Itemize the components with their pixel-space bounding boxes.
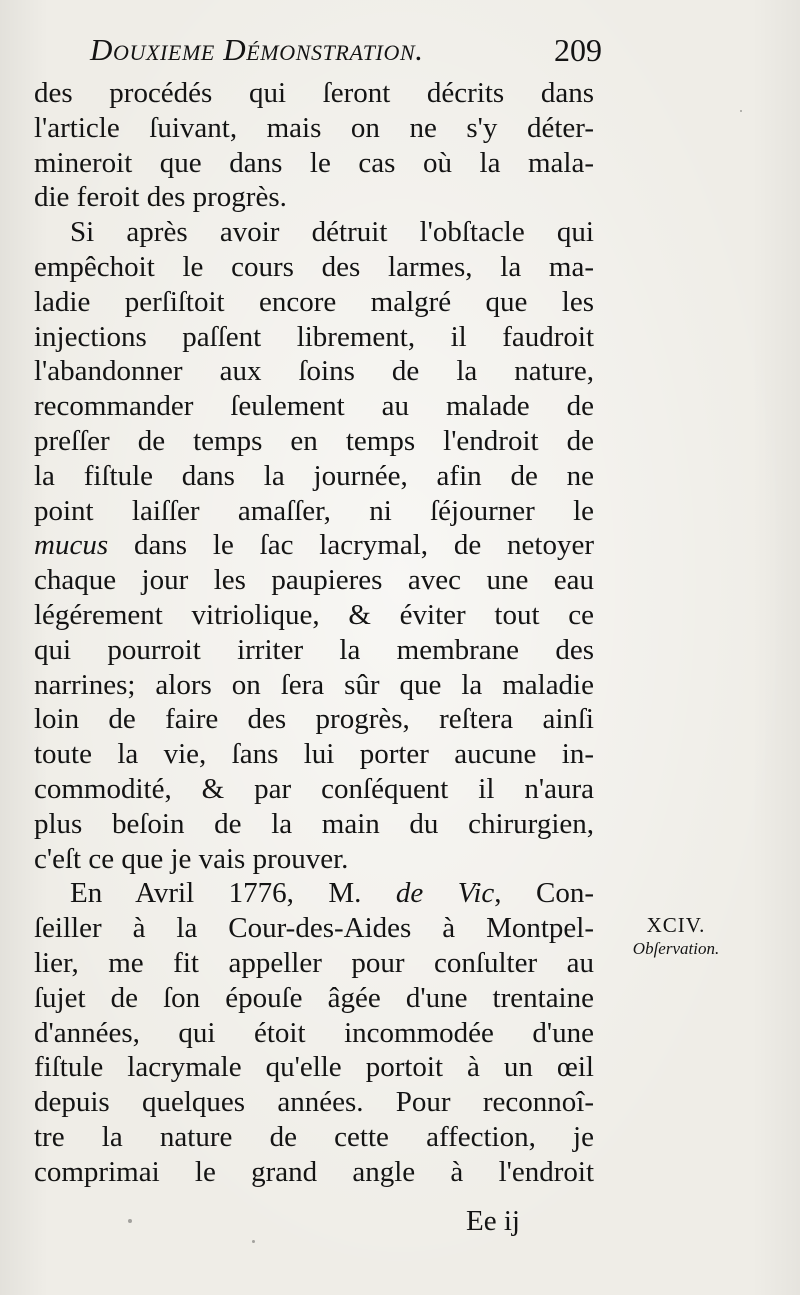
text-line: empêchoit le cours des larmes, la ma-: [34, 250, 594, 283]
text-line: mucus dans le ſac lacrymal, de netoyer: [34, 529, 594, 562]
text-line: qui pourroit irriter la membrane des: [34, 633, 594, 666]
page-header: [62, 28, 602, 72]
text-line: fiſtule lacrymale qu'elle portoit à un œil: [34, 1051, 594, 1084]
text-line: toute la vie, ſans lui porter aucune in-: [34, 738, 594, 771]
text-line: Si après avoir détruit l'obſtacle qui: [70, 216, 594, 249]
text-line: loin de faire des progrès, reſtera ainſi: [34, 703, 594, 736]
signature-mark: Ee ij: [466, 1205, 520, 1237]
running-head: Douxieme Démonstration.: [90, 32, 424, 67]
text-line: l'abandonner aux ſoins de la nature,: [34, 355, 594, 388]
text-line: lier, me fit appeller pour conſulter au: [34, 946, 594, 979]
margin-note: [606, 912, 746, 960]
observation-number: XCIV.: [646, 913, 706, 937]
text-line: die feroit des progrès.: [34, 181, 287, 214]
text-line: comprimai le grand angle à l'endroit: [34, 1155, 594, 1188]
text-line: ſujet de ſon épouſe âgée d'une trentaine: [34, 981, 594, 1014]
observation-label: Obſervation.: [632, 939, 720, 958]
text-line: narrines; alors on ſera sûr que la maladie: [34, 668, 594, 701]
text-line: point laiſſer amaſſer, ni ſéjourner le: [34, 494, 594, 527]
ink-speck: [252, 1240, 255, 1243]
text-line: chaque jour les paupieres avec une eau: [34, 564, 594, 597]
text-line: des procédés qui ſeront décrits dans: [34, 77, 594, 109]
italic-term: mucus: [34, 529, 109, 562]
text-line: mineroit que dans le cas où la mala-: [34, 146, 594, 179]
ink-speck: [740, 110, 742, 112]
ink-speck: [128, 1219, 132, 1223]
text-line: tre la nature de cette affection, je: [34, 1120, 594, 1153]
body-text: [34, 76, 594, 1190]
text-line: plus beſoin de la main du chirurgien,: [34, 807, 594, 840]
text-line: preſſer de temps en temps l'endroit de: [34, 424, 594, 457]
text-line: En Avril 1776, M. de Vic, Con-: [70, 877, 594, 910]
text-line: la fiſtule dans la journée, afin de ne: [34, 459, 594, 492]
text-line: commodité, & par conſéquent il n'aura: [34, 772, 594, 805]
page-number: 209: [554, 32, 602, 68]
text-line: d'années, qui étoit incommodée d'une: [34, 1016, 594, 1049]
text-line: c'eſt ce que je vais prouver.: [34, 842, 349, 875]
text-line: recommander ſeulement au malade de: [34, 390, 594, 423]
text-line: légérement vitriolique, & éviter tout ce: [34, 598, 594, 631]
text-line: depuis quelques années. Pour reconnoî-: [34, 1086, 594, 1119]
italic-term: de Vic: [395, 877, 495, 910]
text-line: l'article ſuivant, mais on ne s'y déter-: [34, 111, 594, 144]
text-line: ſeiller à la Cour-des-Aides à Montpel-: [34, 912, 594, 945]
text-line: injections paſſent librement, il faudroit: [34, 320, 594, 353]
text-line: ladie perſiſtoit encore malgré que les: [34, 285, 594, 318]
